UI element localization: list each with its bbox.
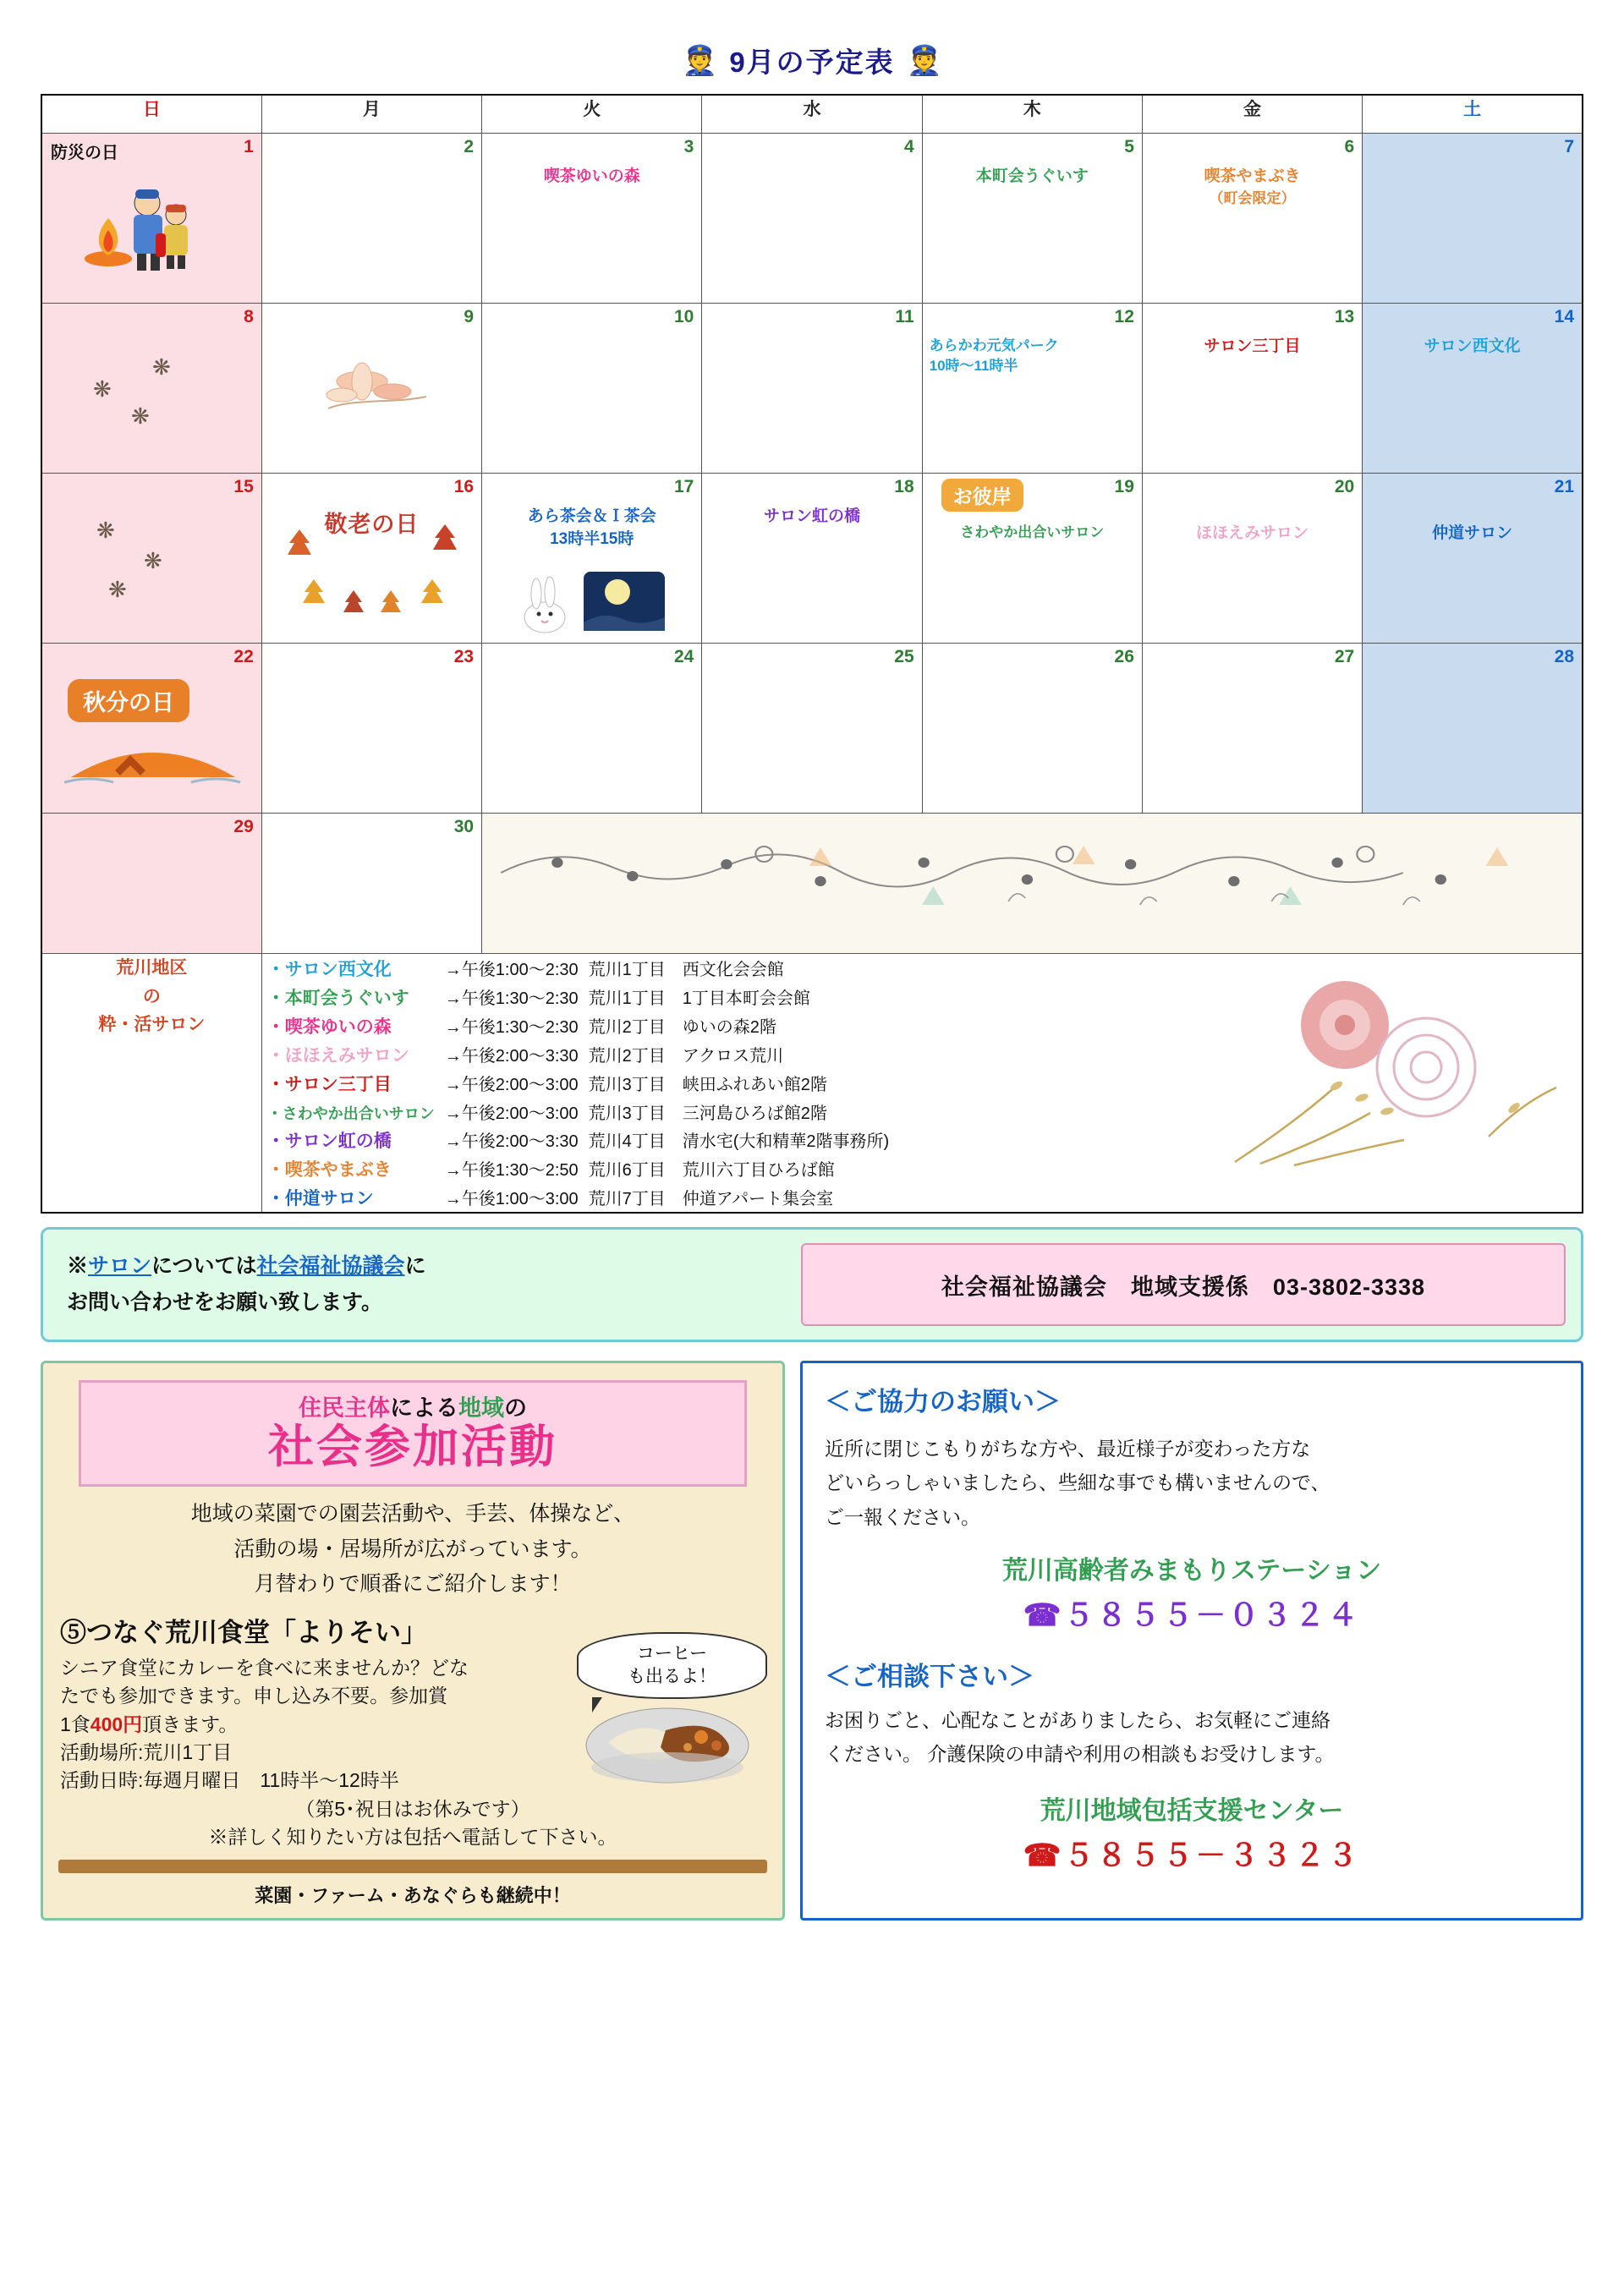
day-number: 26 [1114, 647, 1134, 666]
calendar-cell-24[interactable] [482, 644, 702, 814]
calendar-cell-7[interactable] [1363, 134, 1583, 304]
day-number: 15 [233, 477, 254, 496]
holiday-badge-keirou: 敬老の日 [324, 512, 420, 537]
consultation-body-2: ください。 介護保険の申請や利用の相談もお受けします。 [825, 1743, 1335, 1765]
program-note-1: （第5･祝日はお休みです） [295, 1797, 530, 1820]
salon-time: →午後1:30〜2:30 [444, 1018, 579, 1037]
holiday-badge-ohigan: お彼岸 [941, 479, 1023, 512]
notice-line-2: お問い合わせをお願い致します。 [67, 1290, 383, 1314]
salon-name: ・ほほえみサロン [266, 1046, 409, 1066]
calendar-cell-8[interactable] [41, 304, 261, 474]
calendar-event-sub: 13時半15時 [550, 529, 634, 548]
salon-legend-item [262, 1183, 894, 1212]
calendar-week-row [41, 304, 1583, 474]
calendar-header-row [41, 95, 1583, 134]
calendar-cell-6[interactable] [1142, 134, 1362, 304]
calendar-event: 本町会うぐいす [975, 167, 1089, 185]
notice-text-2: については [151, 1254, 257, 1278]
salon-time: →午後1:30〜2:50 [444, 1161, 579, 1180]
salon-legend-row [41, 954, 1583, 1214]
calendar-cell-events [1143, 523, 1362, 545]
care-center-phone[interactable]: ☎５８５５－３３２３ [1023, 1838, 1361, 1873]
day-number: 11 [895, 307, 914, 326]
salon-legend-body [261, 954, 1583, 1214]
salon-name: ・サロン虹の橋 [266, 1132, 392, 1151]
program-note-2: ※詳しく知りたい方は包括へ電話して下さい。 [208, 1825, 617, 1848]
cooperation-body-3: ご一報ください。 [825, 1505, 980, 1528]
page-title-text: 9月の予定表 [729, 47, 895, 78]
calendar-cell-10[interactable] [482, 304, 702, 474]
salon-time: →午後2:00〜3:30 [444, 1047, 579, 1066]
police-officer-icon: 👮 [681, 44, 718, 77]
program-price: 400円 [90, 1712, 143, 1735]
calendar-cell-events [1363, 336, 1582, 359]
calendar-event: サロン虹の橋 [763, 507, 860, 525]
day-number: 16 [453, 477, 475, 496]
community-activity-panel [41, 1361, 785, 1921]
calendar-week-row [41, 644, 1583, 814]
weekday-header-sun: 日 [41, 95, 261, 134]
salon-legend-item [262, 1154, 894, 1183]
salon-place: 荒川2丁目 ゆいの森2階 [588, 1018, 776, 1037]
day-number: 14 [1554, 307, 1574, 326]
day-number: 18 [894, 477, 914, 496]
activity-banner-line-1 [90, 1389, 736, 1422]
consultation-body-1: お困りごと、心配なことがありましたら、お気軽にご連絡 [825, 1708, 1330, 1731]
calendar-cell-22[interactable] [41, 644, 261, 814]
program-price-prefix: 1食 [60, 1712, 91, 1735]
calendar-cell-27[interactable] [1142, 644, 1362, 814]
shelf-divider [58, 1860, 767, 1873]
salon-name: ・さわやか出合いサロン [266, 1105, 435, 1122]
chrysanthemum-illustration [311, 348, 438, 428]
watch-station-phone[interactable]: ☎５８５５－０３２４ [1023, 1597, 1361, 1632]
flower-motif-icon: ❋ [144, 548, 162, 573]
legend-title-line-2: の [142, 986, 161, 1006]
sunset-illustration [64, 716, 242, 797]
salon-time: →午後2:00〜3:30 [444, 1132, 579, 1151]
calendar-cell-events [262, 506, 481, 539]
vine-pattern-illustration [482, 814, 1582, 949]
day-number: 30 [453, 817, 475, 836]
notice-line-1 [67, 1248, 784, 1285]
lower-panels [41, 1361, 1583, 1921]
salon-time: →午後1:30〜2:30 [444, 989, 579, 1008]
salon-place: 荒川3丁目 三河島ひろば館2階 [588, 1104, 827, 1123]
calendar-cell-23[interactable] [261, 644, 481, 814]
calendar-cell-25[interactable] [702, 644, 922, 814]
salon-legend-title [41, 954, 261, 1214]
salon-name: ・喫茶ゆいの森 [266, 1017, 392, 1037]
watch-station-name: 荒川高齢者みまもりステーション [1001, 1556, 1382, 1585]
cooperation-heading: ＜ご協力のお願い＞ [825, 1387, 1061, 1417]
calendar-decor-banner [482, 814, 1583, 954]
weekday-header-fri: 金 [1142, 95, 1362, 134]
salon-legend-item [262, 983, 894, 1011]
salon-time: →午後2:00〜3:00 [444, 1104, 579, 1123]
day-number: 2 [464, 137, 475, 156]
day-number: 3 [683, 137, 694, 156]
banner-part-4: の [504, 1395, 527, 1421]
salon-place: 荒川1丁目 西文化会会館 [588, 961, 784, 979]
calendar-cell-17[interactable] [482, 474, 702, 644]
calendar-cell-19[interactable] [922, 474, 1142, 644]
salon-name: ・仲道サロン [266, 1189, 374, 1208]
calendar-event: さわやか出合いサロン [960, 524, 1105, 540]
legend-title-line-3: 粋・活サロン [98, 1015, 206, 1035]
weekday-header-thu: 木 [922, 95, 1142, 134]
salon-legend-item [262, 954, 894, 983]
activity-banner-line-2: 社会参加活動 [268, 1422, 557, 1472]
cooperation-body-2: どいらっしゃいましたら、些細な事でも構いませんので、 [825, 1471, 1330, 1494]
salon-place: 荒川3丁目 峡田ふれあい館2階 [588, 1076, 827, 1094]
calendar-cell-events [923, 336, 1142, 376]
salon-legend-item [262, 1069, 894, 1098]
legend-title-line-1: 荒川地区 [116, 958, 188, 978]
day-number: 5 [1124, 137, 1134, 156]
day-number: 10 [673, 307, 694, 326]
program-place: 活動場所:荒川1丁目 [60, 1740, 233, 1763]
weekday-header-sat: 土 [1363, 95, 1583, 134]
calendar-cell-1[interactable] [41, 134, 261, 304]
calendar-event: 喫茶やまぶき [1204, 167, 1301, 185]
salon-place: 荒川7丁目 仲道アパート集会室 [588, 1190, 834, 1208]
calendar-cell-14[interactable] [1363, 304, 1583, 474]
calendar-event: サロン三丁目 [1204, 337, 1301, 355]
day-number: 20 [1334, 477, 1355, 496]
salon-legend-item [262, 1126, 894, 1154]
program-price-suffix: 頂きます。 [142, 1712, 239, 1735]
curry-plate-illustration [574, 1664, 760, 1791]
calendar-event: あらかわ元気パーク [929, 337, 1059, 353]
activity-banner [79, 1380, 747, 1487]
calendar-event: 喫茶ゆいの森 [543, 167, 640, 185]
calendar-cell-2[interactable] [261, 134, 481, 304]
calendar-cell-events [482, 506, 701, 551]
salon-name: ・本町会うぐいす [266, 989, 409, 1008]
dahlia-flower-illustration [1210, 959, 1573, 1175]
bubble-line-1: コーヒー [636, 1644, 708, 1663]
day-number: 28 [1554, 647, 1574, 666]
flower-motif-icon: ❋ [131, 403, 150, 429]
day-number: 9 [464, 307, 475, 326]
calendar-cell-4[interactable] [702, 134, 922, 304]
calendar-event: あら茶会＆Ｉ茶会 [527, 507, 656, 525]
flower-motif-icon: ❋ [152, 354, 171, 380]
calendar-cell-18[interactable] [702, 474, 922, 644]
calendar-cell-events [482, 166, 701, 189]
activity-lead-3: 月替わりで順番にご紹介します！ [254, 1572, 572, 1597]
holiday-badge-shubun: 秋分の日 [68, 679, 189, 722]
program-datetime: 活動日時:毎週月曜日 11時半〜12時半 [60, 1769, 399, 1792]
day-number: 7 [1564, 137, 1574, 156]
calendar-cell-13[interactable] [1142, 304, 1362, 474]
calendar-event-sub: （町会限定） [1209, 189, 1296, 206]
calendar-event-sub: 10時〜11時半 [929, 357, 1018, 374]
program-title: ⑤つなぐ荒川食堂「よりそい」 [60, 1617, 427, 1647]
page-title [0, 0, 1624, 94]
calendar-cell-events [1143, 336, 1362, 359]
calendar-cell-28[interactable] [1363, 644, 1583, 814]
flower-motif-icon: ❋ [96, 518, 115, 543]
salon-place: 荒川2丁目 アクロス荒川 [588, 1047, 784, 1066]
calendar-cell-events [1143, 166, 1362, 208]
program-body-1: シニア食堂にカレーを食べに来ませんか？どな [60, 1656, 469, 1679]
activity-lead-2: 活動の場・居場所が広がっています。 [233, 1537, 592, 1561]
day-number: 17 [673, 477, 694, 496]
day-number: 8 [244, 307, 254, 326]
banner-part-1: 住民主体 [299, 1395, 390, 1421]
salon-place: 荒川4丁目 清水宅(大和精華2階事務所) [588, 1132, 890, 1151]
council-contact-box: 社会福祉協議会 地域支援係 03-3802-3338 [801, 1243, 1566, 1326]
day-number: 12 [1114, 307, 1134, 326]
day-number: 13 [1334, 307, 1355, 326]
banner-part-2: による [390, 1395, 458, 1421]
calendar-cell-21[interactable] [1363, 474, 1583, 644]
flower-motif-icon: ❋ [93, 376, 112, 402]
calendar-cell-3[interactable] [482, 134, 702, 304]
day-number: 4 [903, 137, 914, 156]
calendar-event: サロン西文化 [1424, 337, 1521, 355]
notice-text-3: に [404, 1254, 426, 1278]
weekday-header-tue: 火 [482, 95, 702, 134]
day-number: 23 [453, 647, 475, 666]
notice-text [43, 1230, 801, 1340]
salon-legend-item [262, 1011, 894, 1040]
police-officer-icon: 👮 [906, 44, 943, 77]
calendar-cell-20[interactable] [1142, 474, 1362, 644]
care-center-name: 荒川地域包括支援センター [1040, 1797, 1344, 1826]
day-number: 19 [1114, 477, 1134, 496]
notice-asterisk: ※ [67, 1254, 89, 1278]
calendar-cell-5[interactable] [922, 134, 1142, 304]
calendar-table [41, 94, 1583, 1214]
salon-contact-notice [41, 1227, 1583, 1342]
calendar-cell-9[interactable] [261, 304, 481, 474]
calendar-week-row [41, 474, 1583, 644]
calendar-week-row [41, 134, 1583, 304]
banner-part-3: 地域 [458, 1395, 504, 1421]
support-contact-panel [800, 1361, 1583, 1921]
notice-word-council: 社会福祉協議会 [256, 1254, 405, 1278]
program-body-2: たでも参加できます。申し込み不要。参加賞 [60, 1685, 448, 1707]
calendar-section [0, 94, 1624, 1214]
calendar-cell-30[interactable] [261, 814, 481, 954]
salon-legend-item [262, 1098, 894, 1126]
day-number: 22 [233, 647, 254, 666]
day-number: 6 [1344, 137, 1355, 156]
notice-word-salon: サロン [88, 1254, 152, 1278]
calendar-event: 仲道サロン [1432, 524, 1513, 542]
bubble-line-2: も出るよ！ [628, 1667, 716, 1687]
salon-time: →午後1:00〜3:00 [444, 1190, 579, 1208]
calendar-cell-12[interactable] [922, 304, 1142, 474]
flower-motif-icon: ❋ [108, 577, 127, 602]
shelf-note: 菜園・ファーム・あなぐらも継続中！ [255, 1885, 571, 1907]
salon-time: →午後2:00〜3:00 [444, 1076, 579, 1094]
calendar-week-row [41, 814, 1583, 954]
holiday-label: 防災の日 [51, 144, 118, 162]
calendar-cell-29[interactable] [41, 814, 261, 954]
salon-place: 荒川1丁目 1丁目本町会会館 [588, 989, 810, 1008]
calendar-cell-events [923, 166, 1142, 189]
weekday-header-wed: 水 [702, 95, 922, 134]
salon-place: 荒川6丁目 荒川六丁目ひろば館 [588, 1161, 835, 1180]
calendar-cell-16[interactable] [261, 474, 481, 644]
salon-legend-item [262, 1040, 894, 1069]
calendar-cell-11[interactable] [702, 304, 922, 474]
salon-name: ・喫茶やまぶき [266, 1160, 392, 1180]
calendar-cell-events [702, 506, 921, 529]
day-number: 21 [1554, 477, 1574, 496]
activity-lead-1: 地域の菜園での園芸活動や、手芸、体操など、 [190, 1502, 635, 1526]
moon-rabbit-illustration [511, 568, 672, 640]
consultation-heading: ＜ご相談下さい＞ [825, 1661, 1034, 1691]
salon-legend-list [262, 954, 894, 1212]
cooperation-body-1: 近所に閉じこもりがちな方や、最近様子が変わった方な [825, 1438, 1311, 1460]
day-number: 29 [233, 817, 254, 836]
calendar-cell-26[interactable] [922, 644, 1142, 814]
day-number: 24 [673, 647, 694, 666]
calendar-cell-events [923, 523, 1142, 543]
salon-name: ・サロン三丁目 [266, 1075, 392, 1094]
salon-name: ・サロン西文化 [266, 960, 392, 979]
calendar-event: ほほえみサロン [1196, 524, 1309, 542]
day-number: 27 [1334, 647, 1355, 666]
salon-time: →午後1:00〜2:30 [444, 961, 579, 979]
calendar-cell-15[interactable] [41, 474, 261, 644]
day-number: 1 [244, 137, 254, 156]
day-number: 25 [894, 647, 914, 666]
fire-drill-illustration [74, 174, 201, 280]
weekday-header-mon: 月 [261, 95, 481, 134]
calendar-cell-events [1363, 523, 1582, 545]
